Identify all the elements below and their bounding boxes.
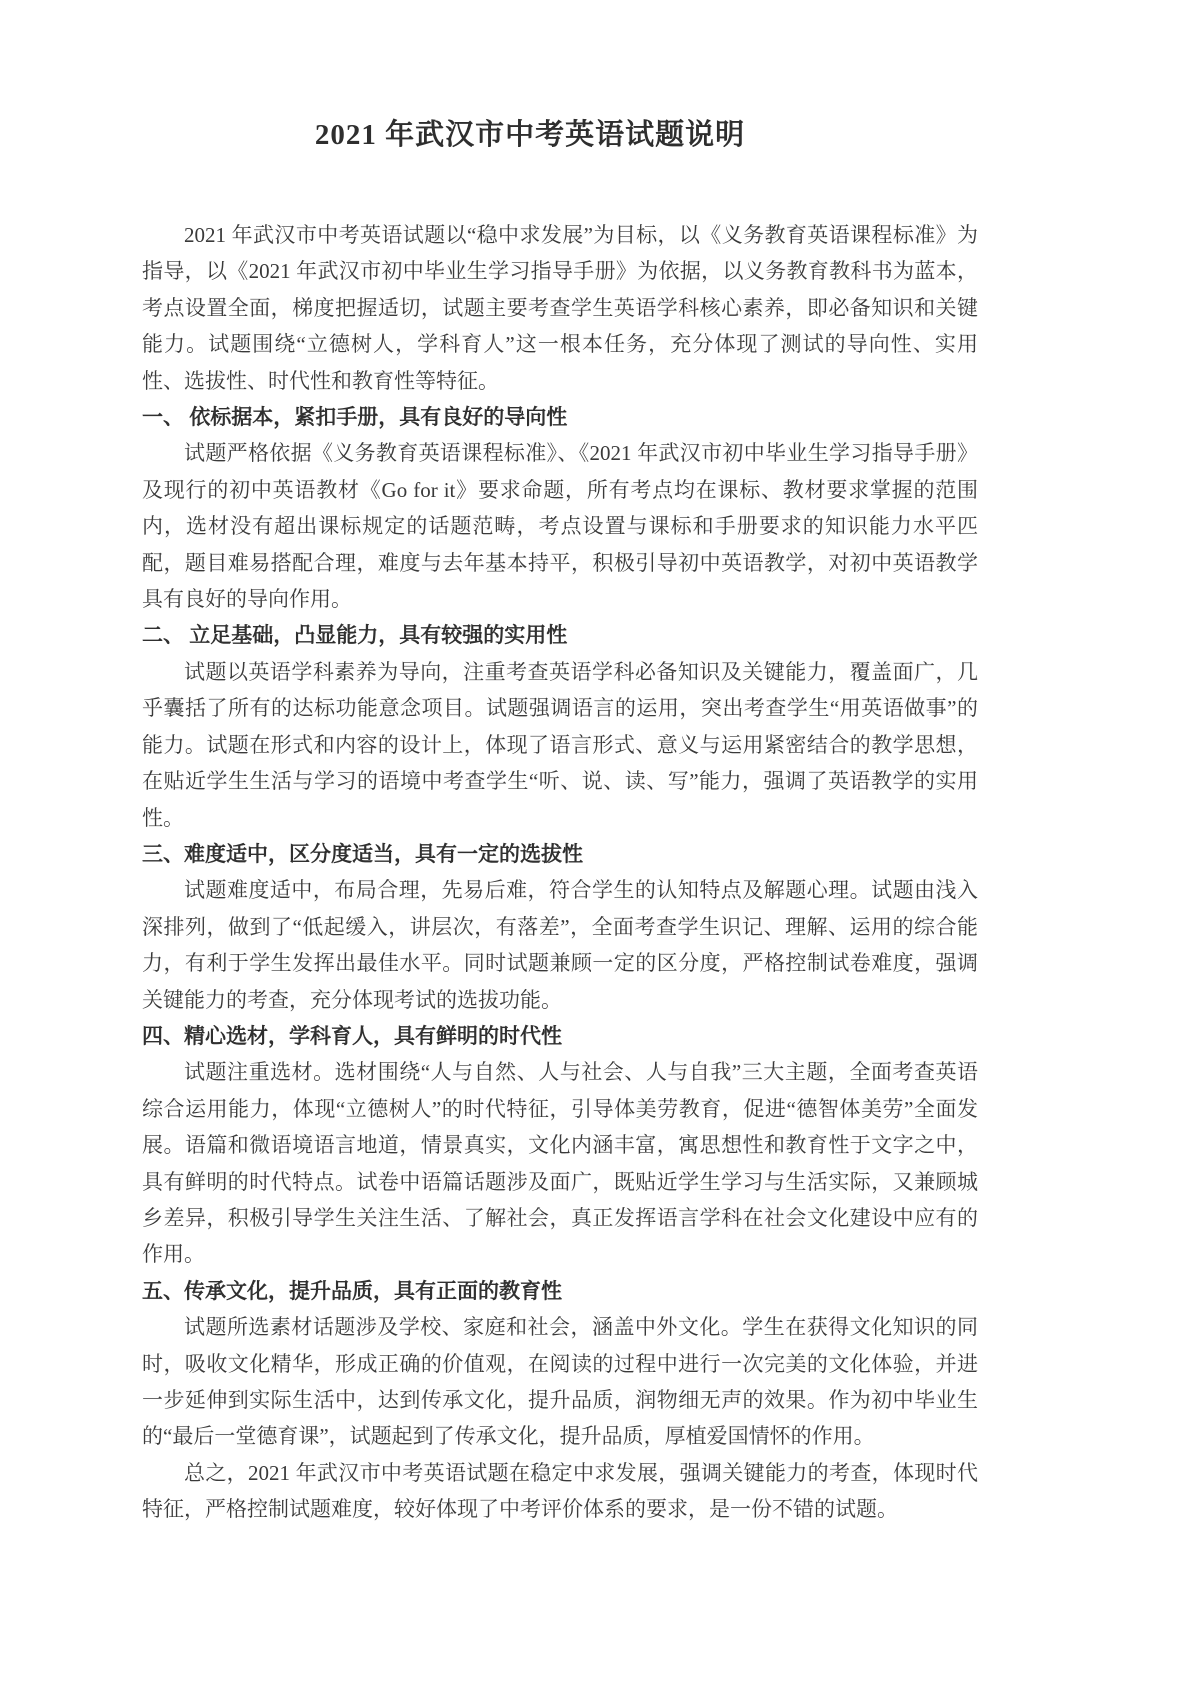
section-paragraph-4: 试题注重选材。选材围绕“人与自然、人与社会、人与自我”三大主题，全面考查英语综合运用能力，体现“立德树人”的时代特征，引导体美劳教育，促进“德智体美劳”全面发展。语篇和微语境语言地道，情景真实，文化内涵丰富，寓思想性和教育性于文字之中，具有鲜明的时代特点。试卷中语篇话题涉及面广，既贴近学生学习与生活实际，又兼顾城乡差异，积极引导学生关注生活、了解社会，真正发挥语言学科在社会文化建设中应有的作用。	[142, 1060, 978, 1267]
section-heading-3: 三、难度适中，区分度适当，具有一定的选拔性	[142, 841, 583, 866]
section-paragraph-2: 试题以英语学科素养为导向，注重考查英语学科必备知识及关键能力，覆盖面广，几乎囊括了所有的达标功能意念项目。试题强调语言的运用，突出考查学生“用英语做事”的能力。试题在形式和内容的设计上，体现了语言形式、意义与运用紧密结合的教学思想，在贴近学生生活与学习的语境中考查学生“听、说、读、写”能力，强调了英语教学的实用性。	[142, 659, 978, 830]
section-heading-5: 五、传承文化，提升品质，具有正面的教育性	[142, 1278, 562, 1303]
section-heading-4: 四、精心选材，学科育人，具有鲜明的时代性	[142, 1023, 562, 1048]
section-paragraph-5: 试题所选素材话题涉及学校、家庭和社会，涵盖中外文化。学生在获得文化知识的同时，吸收文化精华，形成正确的价值观，在阅读的过程中进行一次完美的文化体验，并进一步延伸到实际生活中，达到传承文化，提升品质，润物细无声的效果。作为初中毕业生的“最后一堂德育课”，试题起到了传承文化，提升品质，厚植爱国情怀的作用。	[142, 1315, 978, 1449]
section-paragraph-3: 试题难度适中，布局合理，先易后难，符合学生的认知特点及解题心理。试题由浅入深排列，做到了“低起缓入，讲层次，有落差”，全面考查学生识记、理解、运用的综合能力，有利于学生发挥出最佳水平。同时试题兼顾一定的区分度，严格控制试卷难度，强调关键能力的考查，充分体现考试的选拔功能。	[142, 878, 978, 1012]
intro-paragraph: 2021 年武汉市中考英语试题以“稳中求发展”为目标，以《义务教育英语课程标准》为指导，以《2021 年武汉市初中毕业生学习指导手册》为依据，以义务教育教科书为蓝本，考点设置全面，梯度把握适切，试题主要考查学生英语学科核心素养，即必备知识和关键能力。试题围绕“立德树人，学科育人”这一根本任务，充分体现了测试的导向性、实用性、选拔性、时代性和教育性等特征。	[142, 223, 978, 393]
closing-paragraph: 总之，2021 年武汉市中考英语试题在稳定中求发展，强调关键能力的考查，体现时代特征，严格控制试题难度，较好体现了中考评价体系的要求，是一份不错的试题。	[142, 1460, 978, 1522]
section-heading-1: 一、 依标据本，紧扣手册，具有良好的导向性	[142, 405, 568, 430]
section-heading-2: 二、 立足基础，凸显能力，具有较强的实用性	[142, 623, 568, 648]
document-title: 2021 年武汉市中考英语试题说明	[314, 119, 746, 151]
document-content	[142, 112, 978, 1528]
section-paragraph-1: 试题严格依据《义务教育英语课程标准》、《2021 年武汉市初中毕业生学习指导手册》及现行的初中英语教材《Go for it》要求命题，所有考点均在课标、教材要求掌握的范围内，选材没有超出课标规定的话题范畴，考点设置与课标和手册要求的知识能力水平匹配，题目难易搭配合理，难度与去年基本持平，积极引导初中英语教学，对初中英语教学具有良好的导向作用。	[142, 441, 978, 612]
